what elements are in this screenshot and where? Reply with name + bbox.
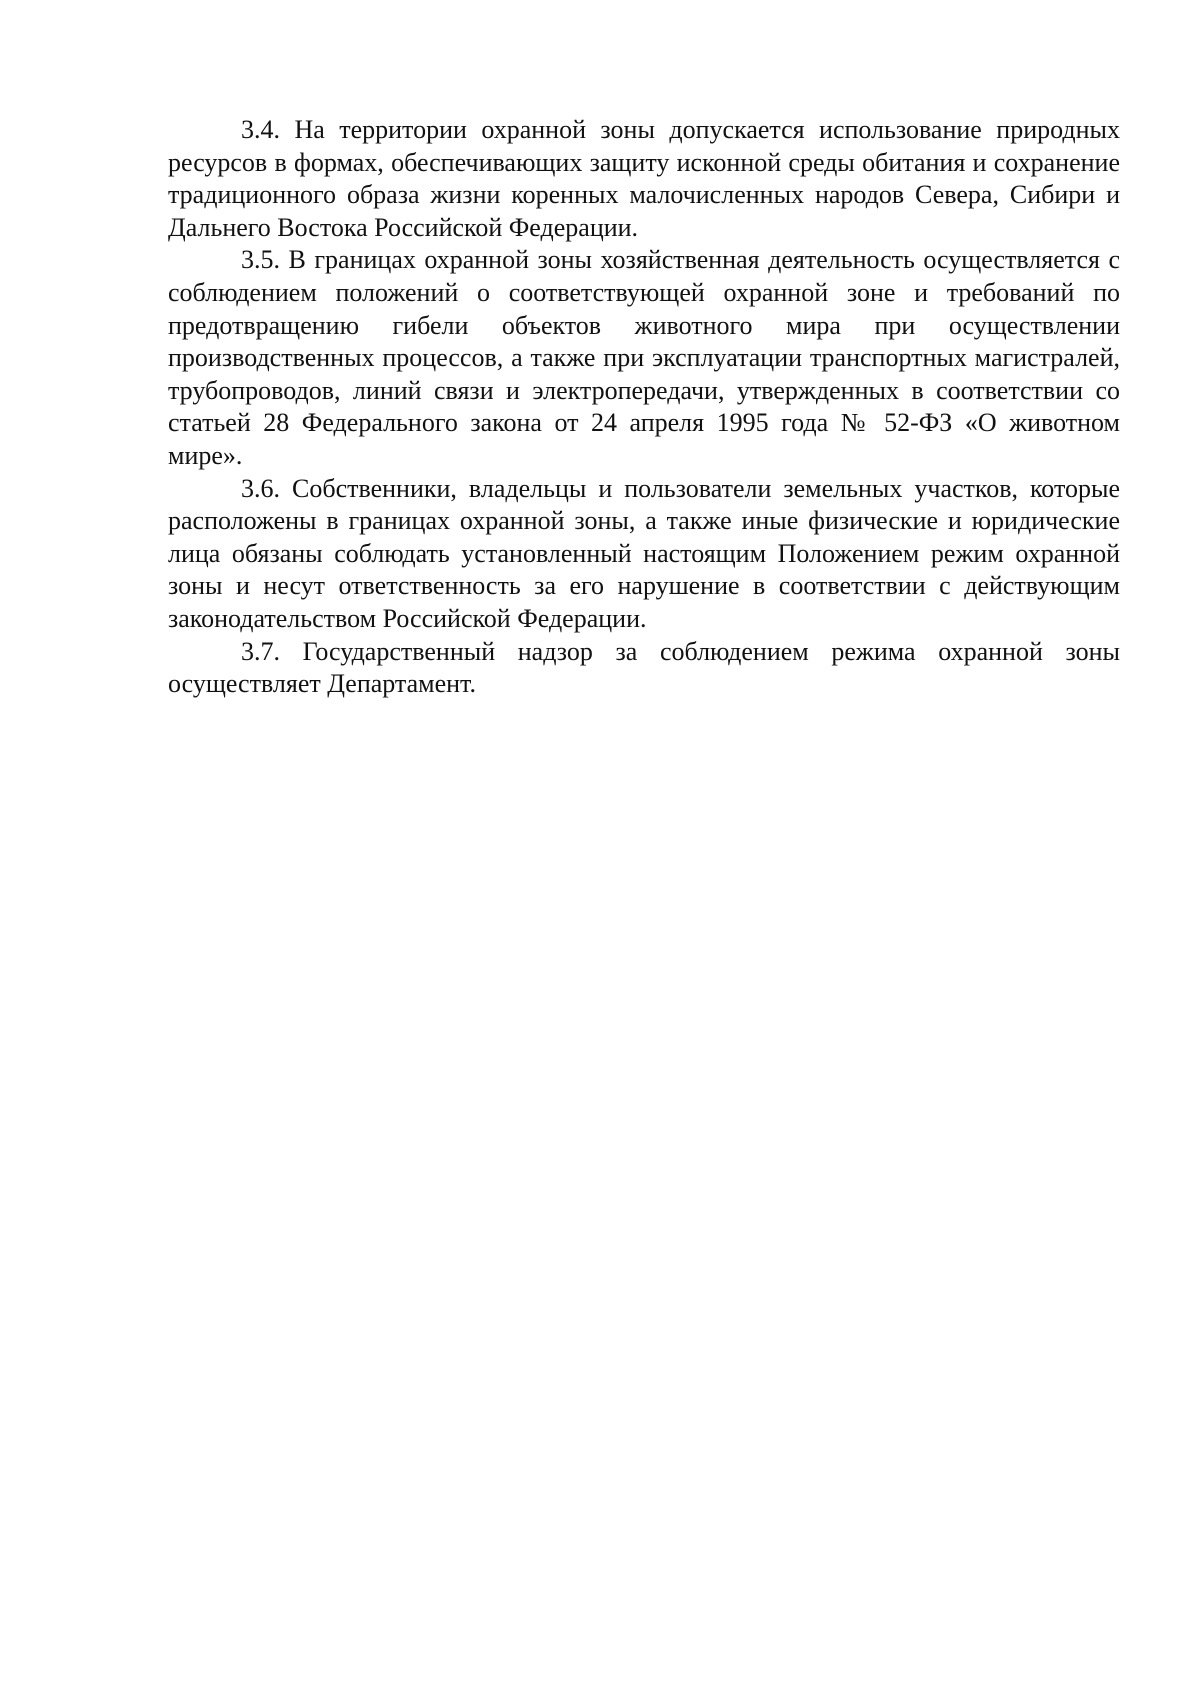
paragraph-3-7: 3.7. Государственный надзор за соблюдением режима охранной зоны осуществляет Департамент. — [168, 636, 1120, 699]
document-body — [168, 114, 1120, 701]
paragraph-3-6: 3.6. Собственники, владельцы и пользователи земельных участков, которые расположены в границах охранной зоны, а также иные физические и юридические лица обязаны соблюдать установленный настоящим Положением режим охранной зоны и несут ответственность за его нарушение в соответствии с действующим законодательством Российской Федерации. — [168, 473, 1120, 633]
paragraph-3-5: 3.5. В границах охранной зоны хозяйственная деятельность осуществляется с соблюдением положений о соответствующей охранной зоне и требований по предотвращению гибели объектов животного мира при осуществлении производственных процессов, а также при эксплуатации транспортных магистралей, трубопроводов, линий связи и электропередачи, утвержденных в соответствии со статьей 28 Федерального закона от 24 апреля 1995 года № 52-ФЗ «О животном мире». — [168, 245, 1120, 470]
paragraph-3-4: 3.4. На территории охранной зоны допускается использование природных ресурсов в формах, обеспечивающих защиту исконной среды обитания и сохранение традиционного образа жизни коренных малочисленных народов Севера, Сибири и Дальнего Востока Российской Федерации. — [168, 115, 1120, 242]
